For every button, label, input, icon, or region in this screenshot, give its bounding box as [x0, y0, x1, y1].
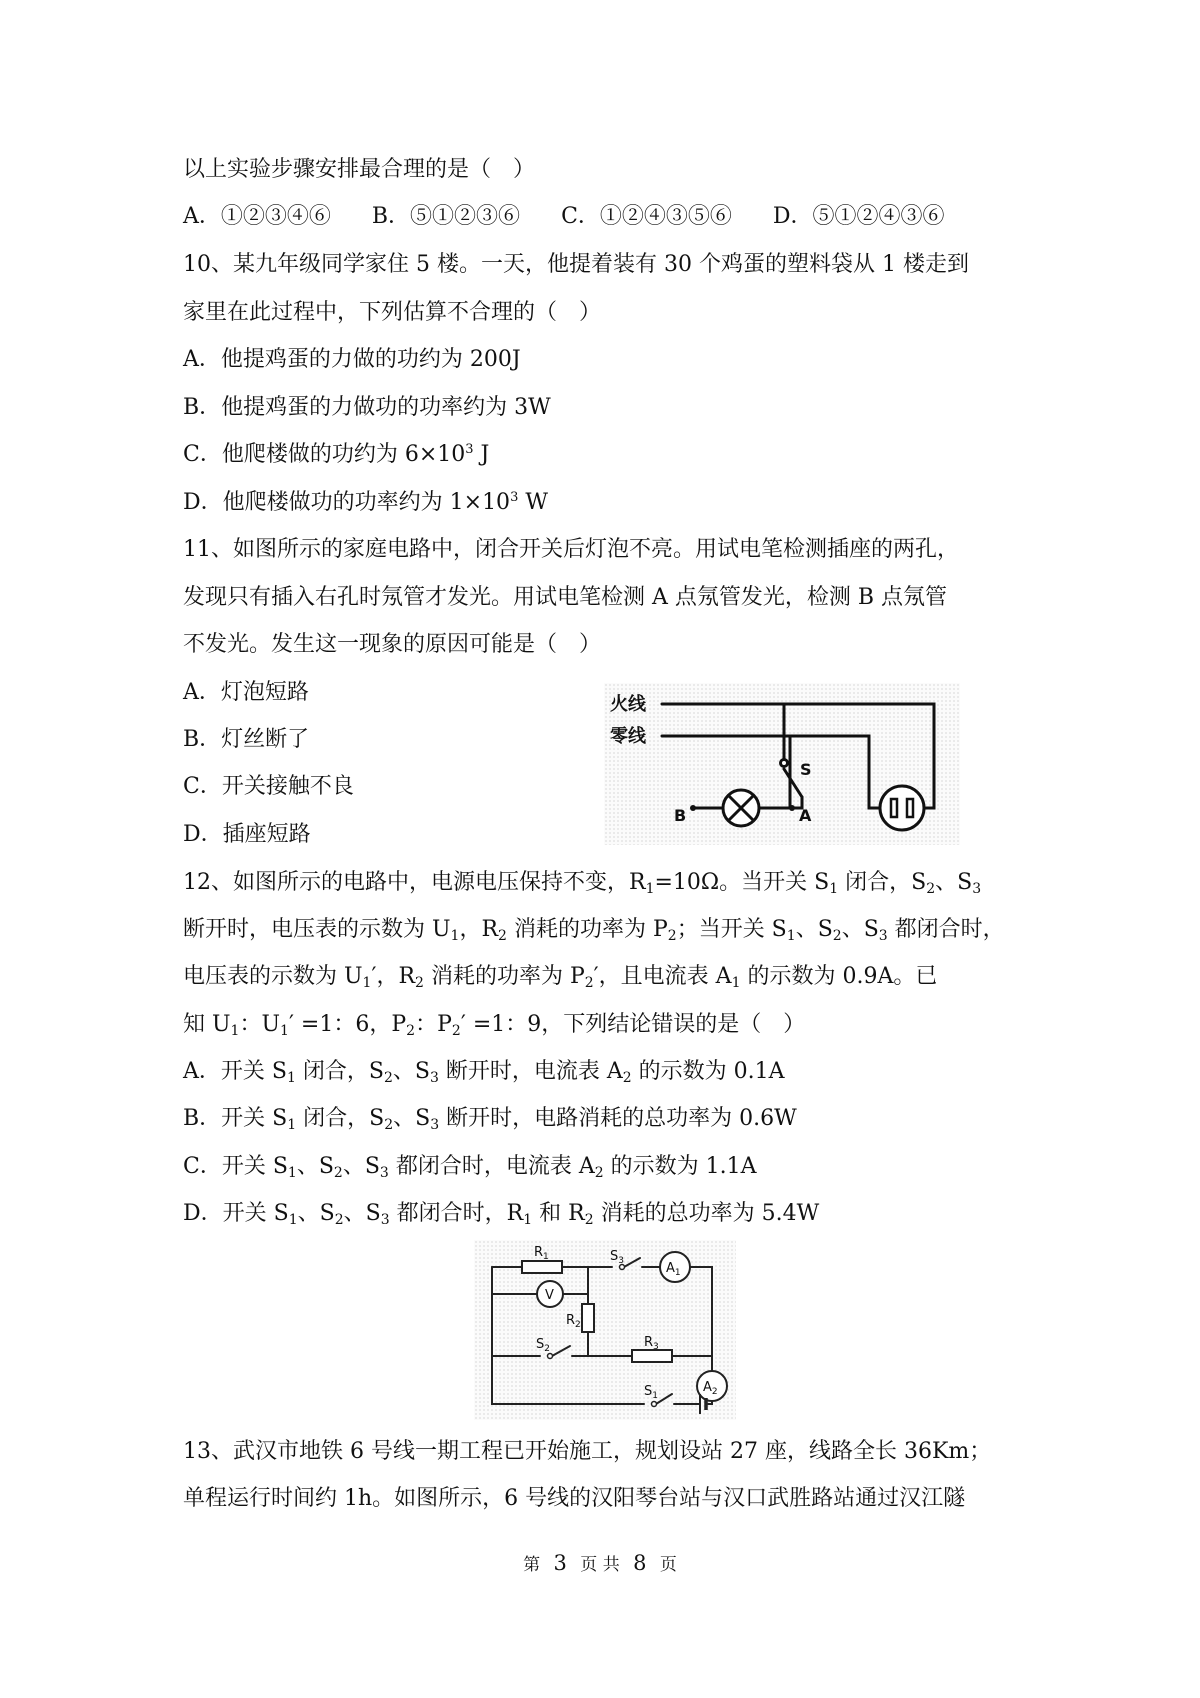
- q11-stem-line-1: 11、如图所示的家庭电路中，闭合开关后灯泡不亮。用试电笔检测插座的两孔，: [183, 537, 959, 562]
- q11-option-a: A．灯泡短路: [183, 680, 309, 705]
- q12-option-d: D．开关 $S_1$、$S_2$、$S_3$ 都闭合时，$R_1$ 和 $R_2$ 消耗的总功率为 5.4W: [183, 1201, 820, 1228]
- v-label: V: [545, 1288, 554, 1303]
- point-a-label: A: [799, 806, 812, 825]
- resistor-r2: [582, 1304, 594, 1332]
- point-b-label: B: [674, 806, 687, 825]
- page-number: 3: [553, 1551, 567, 1575]
- q11-stem-line-2: 发现只有插入右孔时氖管才发光。用试电笔检测 A 点氖管发光，检测 B 点氖管: [183, 585, 948, 610]
- q13-stem-line-1: 13、武汉市地铁 6 号线一期工程已开始施工，规划设站 27 座，线路全长 36Km；: [183, 1439, 992, 1464]
- socket-symbol: [880, 786, 924, 830]
- live-wire-label: 火线: [610, 694, 646, 715]
- q9-stem: 以上实验步骤安排最合理的是（ ）: [183, 157, 536, 182]
- q12-stem-line-1: 12、如图所示的电路中，电源电压保持不变，$R_1=10\Omega$。当开关 $S_1$ 闭合，$S_2$、$S_3$: [183, 870, 982, 897]
- q13-stem-line-2: 单程运行时间约 1h。如图所示，6 号线的汉阳琴台站与汉口武胜路站通过汉江隧: [183, 1486, 966, 1511]
- q9-option-a: A．①②③④⑥: [183, 204, 331, 229]
- resistor-r1: [522, 1261, 562, 1273]
- q12-stem-line-4: 知 $U_1$：$U_1' =1$：6，$P_2$：$P_2' =1$：9，下列结论错误的是（ ）: [183, 1012, 806, 1039]
- switch-label: S: [800, 760, 812, 779]
- q10-stem-line-2: 家里在此过程中，下列估算不合理的（ ）: [183, 300, 602, 325]
- household-circuit-diagram: [604, 683, 960, 845]
- total-pages: 8: [633, 1551, 647, 1575]
- q10-option-b: B．他提鸡蛋的力做功的功率约为 3W: [183, 395, 551, 420]
- neutral-wire-label: 零线: [610, 726, 646, 747]
- page-footer: [0, 1550, 1200, 1578]
- r1-label: $R_1$: [534, 1245, 549, 1262]
- q10-stem-line-1: 10、某九年级同学家住 5 楼。一天，他提着装有 30 个鸡蛋的塑料袋从 1 楼走到: [183, 252, 969, 277]
- q9-option-d: D．⑤①②④③⑥: [772, 204, 945, 229]
- q10-option-d: D．他爬楼做功的功率约为 $1\times 10^3$ W: [183, 490, 548, 515]
- q12-circuit-diagram: [474, 1240, 736, 1420]
- q9-option-c: C．①②④③⑤⑥: [561, 204, 732, 229]
- q12-option-a: A．开关 $S_1$ 闭合，$S_2$、$S_3$ 断开时，电流表 $A_2$ 的示数为 0.1A: [183, 1059, 785, 1086]
- resistor-r3: [632, 1350, 672, 1362]
- footer-prefix: 第: [523, 1555, 541, 1575]
- r3-label: $R_3$: [644, 1335, 659, 1352]
- point-b-dot: [690, 805, 696, 811]
- q10-option-a: A．他提鸡蛋的力做的功约为 200J: [183, 347, 521, 372]
- q11-option-d: D．插座短路: [183, 822, 311, 847]
- q10-option-c: C．他爬楼做的功约为 $6\times 10^3$ J: [183, 442, 490, 467]
- q12-stem-line-2: 断开时，电压表的示数为 $U_1$，$R_2$ 消耗的功率为 $P_2$；当开关 $S_1$、$S_2$、$S_3$ 都闭合时，: [183, 917, 1005, 944]
- a2-label: $A_2$: [703, 1380, 718, 1397]
- s1-label: $S_1$: [644, 1384, 658, 1401]
- q9-option-b: B．⑤①②③⑥: [371, 204, 521, 229]
- household-circuit-figure: [604, 683, 960, 845]
- switch-pivot: [781, 760, 788, 767]
- switch-s3-blade: [624, 1258, 640, 1267]
- footer-middle: 页 共: [580, 1555, 620, 1575]
- q12-stem-line-3: 电压表的示数为 $U_1'$，$R_2$ 消耗的功率为 $P_2'$，且电流表 $A_1$ 的示数为 0.9A。已: [183, 964, 938, 991]
- q9-options: [183, 202, 979, 232]
- point-a-dot: [789, 805, 795, 811]
- q11-option-c: C．开关接触不良: [183, 774, 354, 799]
- a1-label: $A_1$: [666, 1261, 681, 1278]
- q11-stem-line-3: 不发光。发生这一现象的原因可能是（ ）: [183, 632, 602, 657]
- s2-label: $S_2$: [536, 1337, 550, 1354]
- footer-suffix: 页: [659, 1555, 677, 1575]
- switch-s1-blade: [656, 1394, 672, 1404]
- switch-s2-blade: [552, 1346, 570, 1356]
- q12-circuit-figure: [474, 1240, 736, 1420]
- q11-option-b: B．灯丝断了: [183, 727, 310, 752]
- r2-label: $R_2$: [566, 1313, 581, 1330]
- right-main-wire: [690, 1267, 712, 1384]
- q12-option-b: B．开关 $S_1$ 闭合，$S_2$、$S_3$ 断开时，电路消耗的总功率为 0.6W: [183, 1106, 797, 1133]
- s3-label: $S_3$: [610, 1249, 624, 1266]
- q12-option-c: C．开关 $S_1$、$S_2$、$S_3$ 都闭合时，电流表 $A_2$ 的示数为 1.1A: [183, 1154, 757, 1181]
